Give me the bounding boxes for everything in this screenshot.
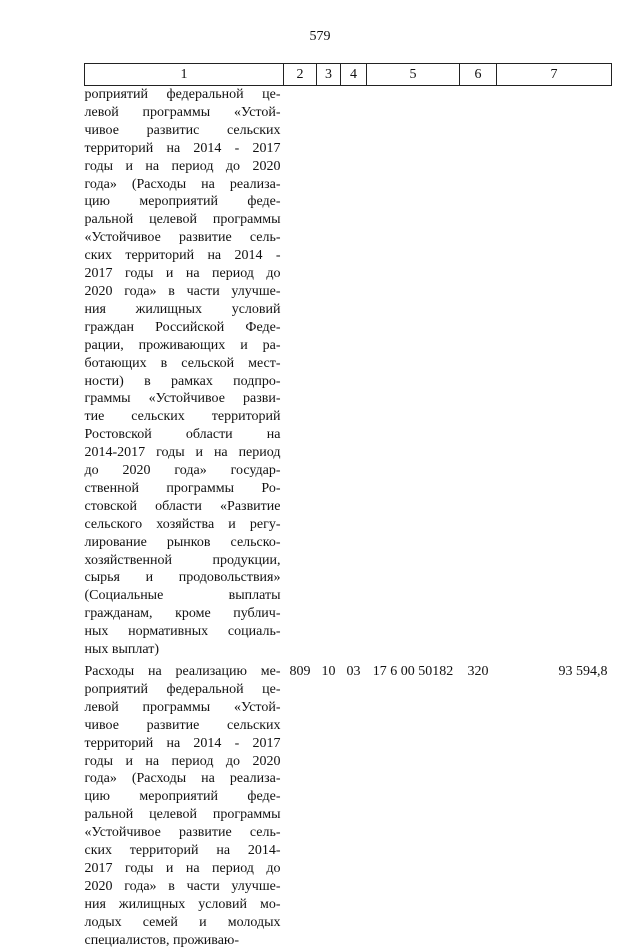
- expense-name-line: лирование рынков сельско-: [84, 534, 281, 550]
- expense-name-line: ния жилищных условий: [84, 301, 281, 317]
- expense-name-line: (Социальные выплаты: [84, 588, 281, 604]
- expense-name-line: ных выплат): [84, 642, 160, 658]
- ministry-code-cell: 809: [289, 664, 311, 679]
- column-header: 6: [460, 64, 497, 86]
- expense-name-line: граммы «Устойчивое разви-: [84, 391, 281, 407]
- subsection-code-cell: [341, 86, 367, 660]
- expense-name-line: 2017 годы и на период до: [84, 860, 281, 876]
- expense-type-cell: [460, 86, 497, 660]
- column-header: 4: [341, 64, 367, 86]
- column-number-header: [85, 64, 612, 86]
- expense-name-line: чивое развитис сельских: [84, 122, 281, 138]
- expense-name-line: Ростовской области на: [84, 427, 281, 443]
- expense-name-line: ботающих в сельской мест-: [84, 355, 281, 371]
- expense-name-line: специалистов, проживаю-: [84, 932, 240, 948]
- expense-name-line: сырья и продовольствия»: [84, 570, 281, 586]
- expense-name-line: года» (Расходы на реализа-: [84, 176, 281, 192]
- expense-name-line: левой программы «Устой-: [84, 699, 281, 715]
- target-article-cell: 17 6 00 50182: [372, 664, 454, 679]
- expense-name-line: ния жилищных условий мо-: [84, 896, 281, 912]
- expense-name-line: до 2020 года» государ-: [84, 463, 281, 479]
- expense-name-line: сельского хозяйства и регу-: [84, 516, 281, 532]
- expense-name-line: роприятий федеральной це-: [84, 87, 281, 102]
- expense-name-line: роприятий федеральной це-: [84, 681, 281, 697]
- expense-name-line: ских территорий на 2014-: [84, 843, 281, 859]
- column-header: 2: [284, 64, 317, 86]
- expense-name-line: 2020 года» в части улучше-: [84, 283, 281, 299]
- subsection-code-cell: 03: [346, 664, 361, 679]
- expense-name-line: граждан Российской Феде-: [84, 319, 281, 335]
- expense-name-line: ральной целевой программы: [84, 807, 281, 823]
- expense-name-line: ральной целевой программы: [84, 212, 281, 228]
- expense-name-line: ности) в рамках подпро-: [84, 373, 281, 389]
- amount-cell: 93 594,8: [558, 664, 608, 679]
- expense-name-line: Расходы на реализацию ме-: [84, 664, 281, 679]
- expense-name-line: года» (Расходы на реализа-: [84, 771, 281, 787]
- expense-name-line: «Устойчивое развитие сель-: [84, 230, 281, 246]
- expense-name-line: «Устойчивое развитие сель-: [84, 825, 281, 841]
- expense-name-line: 2014-2017 годы и на период: [84, 445, 281, 461]
- column-header: 1: [85, 64, 284, 86]
- column-header: 7: [497, 64, 612, 86]
- expense-name-line: лодых семей и молодых: [84, 914, 281, 930]
- page-number: 579: [309, 29, 331, 44]
- expense-name-line: ных нормативных социаль-: [84, 624, 281, 640]
- table-row: [85, 663, 612, 950]
- section-code-cell: 10: [321, 664, 336, 679]
- expense-name-line: гражданам, кроме публич-: [84, 606, 281, 622]
- expense-name-cell: [85, 86, 284, 660]
- column-header: 5: [367, 64, 460, 86]
- expense-name-line: территорий на 2014 - 2017: [84, 735, 281, 751]
- expense-name-line: стовской области «Развитие: [84, 498, 281, 514]
- expense-name-line: цию мероприятий феде-: [84, 194, 281, 210]
- expense-name-line: левой программы «Устой-: [84, 104, 281, 120]
- expense-name-line: ских территорий на 2014 -: [84, 248, 281, 264]
- expense-name-line: хозяйственной продукции,: [84, 552, 281, 568]
- section-code-cell: [317, 86, 341, 660]
- expense-name-cell: [85, 663, 284, 950]
- expense-name-line: территорий на 2014 - 2017: [84, 140, 281, 156]
- budget-table: [84, 63, 612, 950]
- ministry-code-cell: [284, 86, 317, 660]
- expense-type-cell: 320: [467, 664, 489, 679]
- expense-name-line: 2017 годы и на период до: [84, 266, 281, 282]
- target-article-cell: [367, 86, 460, 660]
- expense-name-line: тие сельских территорий: [84, 409, 281, 425]
- amount-cell: [497, 86, 612, 660]
- expense-name-line: ственной программы Ро-: [84, 480, 281, 496]
- expense-name-line: годы и на период до 2020: [84, 158, 281, 174]
- column-header: 3: [317, 64, 341, 86]
- expense-name-line: рации, проживающих и ра-: [84, 337, 281, 353]
- expense-name-line: чивое развитие сельских: [84, 717, 281, 733]
- expense-name-line: годы и на период до 2020: [84, 753, 281, 769]
- expense-name-line: цию мероприятий феде-: [84, 789, 281, 805]
- table-row: [85, 86, 612, 660]
- expense-name-line: 2020 года» в части улучше-: [84, 878, 281, 894]
